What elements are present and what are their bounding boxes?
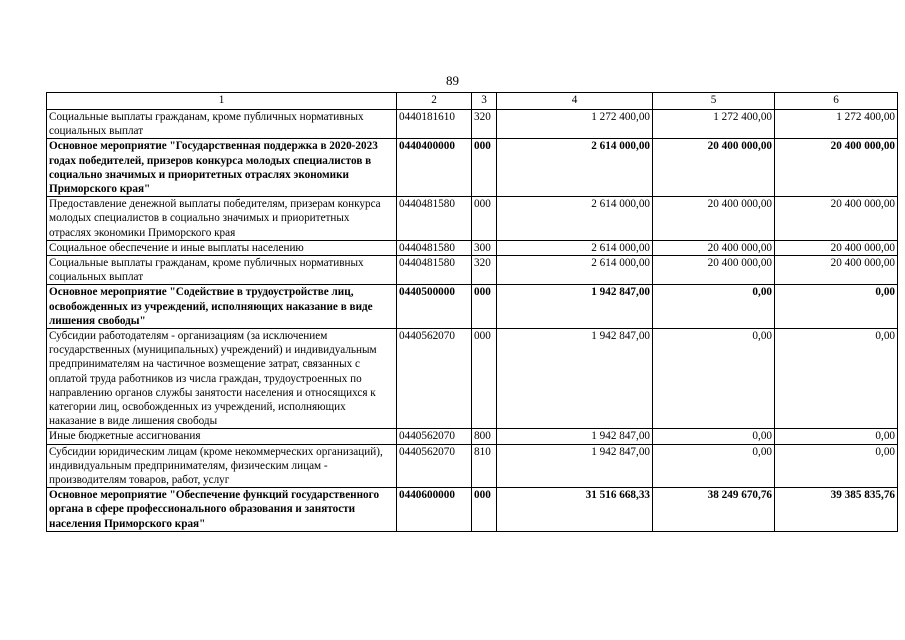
row-name: Субсидии работодателям - организациям (за исключением государственных (муниципальных) учреждений) и индивидуальным предпринимателям на частичное возмещение затрат, связанных с оплатой труда работников из числа граждан, трудоустроенных по направлению органов службы занятости населения и относящихся к категории лиц, освобожденных из учреждений, исполняющих наказание в виде лишения свободы [47,329,397,429]
row-amount-col4: 1 942 847,00 [497,329,653,429]
row-amount-col4: 1 272 400,00 [497,110,653,139]
row-expense-type: 300 [472,240,497,255]
row-name: Социальные выплаты гражданам, кроме публичных нормативных социальных выплат [47,110,397,139]
table-row [47,488,898,532]
row-name: Основное мероприятие "Содействие в трудоустройстве лиц, освобожденных из учреждений, исполняющих наказание в виде лишения свободы" [47,285,397,329]
column-header: 1 [47,93,397,110]
row-code: 0440400000 [397,139,472,197]
row-expense-type: 320 [472,110,497,139]
row-name: Основное мероприятие "Государственная поддержка в 2020-2023 годах победителей, призеров конкурса молодых специалистов в социально значимых и приоритетных отраслях экономики Приморского края" [47,139,397,197]
budget-table [46,92,898,532]
row-expense-type: 320 [472,256,497,285]
row-expense-type: 000 [472,197,497,241]
row-amount-col4: 2 614 000,00 [497,240,653,255]
table-row [47,444,898,488]
row-amount-col5: 20 400 000,00 [653,256,775,285]
row-amount-col6: 20 400 000,00 [775,256,898,285]
row-code: 0440481580 [397,256,472,285]
row-amount-col4: 1 942 847,00 [497,444,653,488]
row-amount-col5: 0,00 [653,429,775,444]
row-code: 0440562070 [397,329,472,429]
table-row [47,139,898,197]
table-row [47,329,898,429]
row-name: Социальное обеспечение и иные выплаты населению [47,240,397,255]
row-amount-col5: 1 272 400,00 [653,110,775,139]
table-row [47,256,898,285]
row-expense-type: 810 [472,444,497,488]
row-expense-type: 000 [472,139,497,197]
row-expense-type: 000 [472,285,497,329]
row-code: 0440500000 [397,285,472,329]
row-amount-col5: 20 400 000,00 [653,197,775,241]
row-code: 0440562070 [397,429,472,444]
table-row [47,197,898,241]
column-header: 5 [653,93,775,110]
row-amount-col4: 2 614 000,00 [497,197,653,241]
row-expense-type: 800 [472,429,497,444]
row-amount-col5: 0,00 [653,329,775,429]
row-name: Основное мероприятие "Обеспечение функций государственного органа в сфере профессионального образования и занятости населения Приморского края" [47,488,397,532]
page-number: 89 [446,73,459,88]
row-amount-col4: 31 516 668,33 [497,488,653,532]
row-code: 0440600000 [397,488,472,532]
row-amount-col6: 1 272 400,00 [775,110,898,139]
row-amount-col5: 20 400 000,00 [653,139,775,197]
row-amount-col6: 0,00 [775,285,898,329]
row-amount-col6: 0,00 [775,444,898,488]
row-expense-type: 000 [472,488,497,532]
table-row [47,110,898,139]
row-amount-col5: 20 400 000,00 [653,240,775,255]
column-header: 2 [397,93,472,110]
row-expense-type: 000 [472,329,497,429]
row-name: Субсидии юридическим лицам (кроме некоммерческих организаций), индивидуальным предпринимателям, физическим лицам - производителям товаров, работ, услуг [47,444,397,488]
column-header-row [47,93,898,110]
table-row [47,429,898,444]
row-code: 0440481580 [397,240,472,255]
row-amount-col4: 2 614 000,00 [497,256,653,285]
row-name: Иные бюджетные ассигнования [47,429,397,444]
row-amount-col4: 1 942 847,00 [497,429,653,444]
row-code: 0440481580 [397,197,472,241]
row-amount-col6: 20 400 000,00 [775,139,898,197]
row-amount-col5: 38 249 670,76 [653,488,775,532]
column-header: 4 [497,93,653,110]
row-amount-col4: 2 614 000,00 [497,139,653,197]
row-amount-col6: 20 400 000,00 [775,240,898,255]
row-name: Социальные выплаты гражданам, кроме публичных нормативных социальных выплат [47,256,397,285]
table-row [47,240,898,255]
column-header: 3 [472,93,497,110]
row-name: Предоставление денежной выплаты победителям, призерам конкурса молодых специалистов в социально значимых и приоритетных отраслях экономики Приморского края [47,197,397,241]
table-row [47,285,898,329]
row-amount-col6: 20 400 000,00 [775,197,898,241]
row-amount-col4: 1 942 847,00 [497,285,653,329]
row-amount-col6: 0,00 [775,329,898,429]
row-amount-col6: 39 385 835,76 [775,488,898,532]
budget-table-body [47,93,898,532]
row-code: 0440562070 [397,444,472,488]
row-code: 0440181610 [397,110,472,139]
column-header: 6 [775,93,898,110]
row-amount-col5: 0,00 [653,285,775,329]
row-amount-col5: 0,00 [653,444,775,488]
row-amount-col6: 0,00 [775,429,898,444]
